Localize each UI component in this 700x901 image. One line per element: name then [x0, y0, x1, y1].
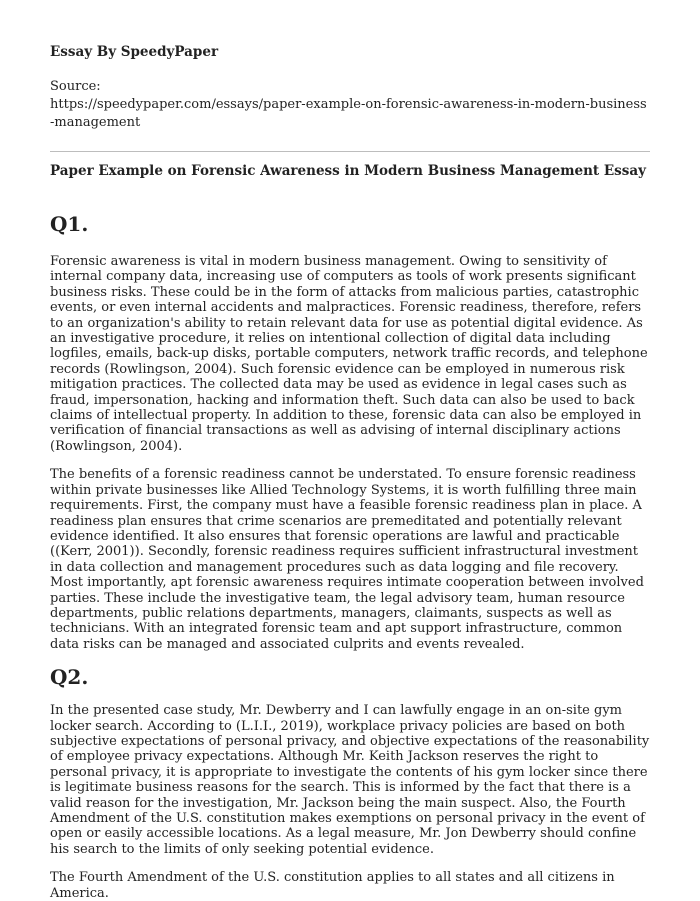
paragraph: In the presented case study, Mr. Dewberry and I can lawfully engage in an on-site gym locker search. According to (L.I.I., 2019), workplace privacy policies are based on both subjective expectations of personal privacy, and objective expectations of the reasonability of employee privacy expectations. Although Mr. Keith Jackson reserves the right to personal privacy, it is appropriate to investigate the contents of his gym locker since there is legitimate business reasons for the search. This is informed by the fact that there is a valid reason for the investigation, Mr. Jackson being the main suspect. Also, the Fourth Amendment of the U.S. constitution makes exemptions on personal privacy in the event of open or easily accessible locations. As a legal measure, Mr. Jon Dewberry should confine his search to the limits of only seeking potential evidence. [50, 703, 650, 857]
section-q1 [50, 212, 650, 652]
source-label: Source: [50, 79, 101, 94]
section-heading: Q1. [50, 212, 89, 236]
paragraph: The Fourth Amendment of the U.S. constitution applies to all states and all citizens in America. [50, 870, 615, 901]
section-heading: Q2. [50, 665, 89, 690]
essay-title: Paper Example on Forensic Awareness in Modern Business Management Essay [50, 163, 646, 179]
section-q2 [50, 665, 650, 901]
source-url[interactable]: https://speedypaper.com/essays/paper-example-on-forensic-awareness-in-modern-business-management [50, 97, 647, 130]
paragraph: Forensic awareness is vital in modern business management. Owing to sensitivity of internal company data, increasing use of computers as tools of work presents significant business risks. These could be in the form of attacks from malicious parties, catastrophic events, or even internal accidents and malpractices. Forensic readiness, therefore, refers to an organization's ability to retain relevant data for use as potential digital evidence. As an investigative procedure, it relies on intentional collection of digital data including logfiles, emails, back-up disks, portable computers, network traffic records, and telephone records (Rowlingson, 2004). Such forensic evidence can be employed in numerous risk mitigation practices. The collected data may be used as evidence in legal cases such as fraud, impersonation, hacking and information theft. Such data can also be used to back claims of intellectual property. In addition to these, forensic data can also be employed in verification of financial transactions as well as advising of internal disciplinary actions (Rowlingson, 2004). [50, 254, 648, 454]
document-header-title: Essay By SpeedyPaper [50, 44, 219, 60]
header-divider [50, 151, 650, 152]
paragraph: The benefits of a forensic readiness cannot be understated. To ensure forensic readiness within private businesses like Allied Technology Systems, it is worth fulfilling three main requirements. First, the company must have a feasible forensic readiness plan in place. A readiness plan ensures that crime scenarios are premeditated and potentially relevant evidence identified. It also ensures that forensic operations are lawful and practicable ((Kerr, 2001)). Secondly, forensic readiness requires sufficient infrastructural investment in data collection and management procedures such as data logging and file recovery. Most importantly, apt forensic awareness requires intimate cooperation between involved parties. These include the investigative team, the legal advisory team, human resource departments, public relations departments, managers, claimants, suspects as well as technicians. With an integrated forensic team and apt support infrastructure, common data risks can be managed and associated culprits and events revealed. [50, 467, 644, 652]
